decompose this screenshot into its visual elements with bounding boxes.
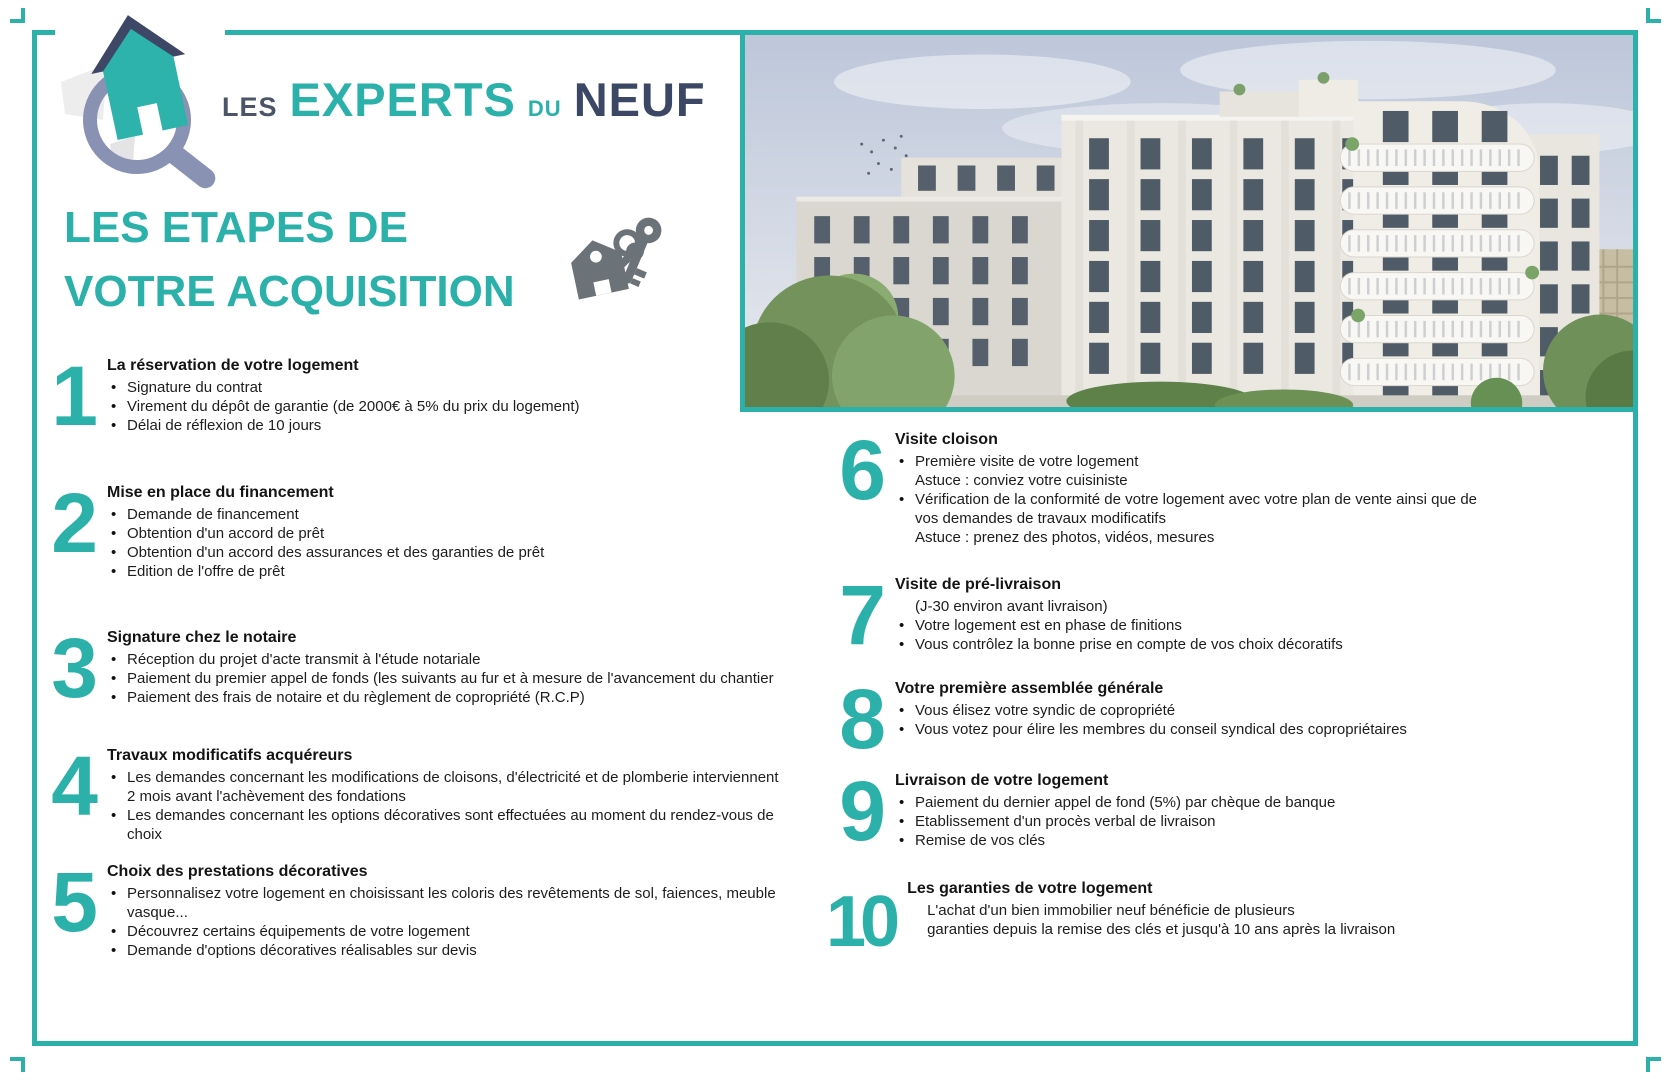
step-heading: La réservation de votre logement bbox=[107, 357, 359, 374]
step-item: • Obtention d'un accord des assurances et des garanties de prêt bbox=[107, 543, 791, 562]
step-item: • Edition de l'offre de prêt bbox=[107, 562, 791, 581]
step-5 bbox=[42, 855, 812, 960]
step-number: 9 bbox=[839, 764, 882, 858]
step-item: • Paiement du dernier appel de fond (5%) par chèque de banque bbox=[895, 793, 1501, 812]
step-9 bbox=[826, 764, 1586, 858]
step-6 bbox=[826, 423, 1586, 547]
corner-mark-top-left bbox=[10, 8, 25, 23]
step-10 bbox=[826, 879, 1586, 962]
house-magnifying-glass-icon bbox=[55, 2, 225, 192]
page-title-line1: LES ETAPES DE bbox=[64, 203, 408, 252]
step-number: 4 bbox=[51, 739, 94, 833]
step-item: • Vous votez pour élire les membres du conseil syndical des copropriétaires bbox=[895, 720, 1501, 739]
brand-word-du: DU bbox=[527, 96, 562, 121]
step-heading: Visite de pré-livraison bbox=[895, 576, 1061, 593]
page-title-line2: VOTRE ACQUISITION bbox=[64, 267, 515, 316]
step-heading: Livraison de votre logement bbox=[895, 772, 1109, 789]
step-item: • Paiement des frais de notaire et du règlement de copropriété (R.C.P) bbox=[107, 688, 791, 707]
step-number: 7 bbox=[839, 568, 882, 662]
page-title bbox=[64, 196, 515, 324]
step-number: 2 bbox=[51, 476, 94, 570]
step-item: • Virement du dépôt de garantie (de 2000€ à 5% du prix du logement) bbox=[107, 397, 791, 416]
corner-mark-bottom-right bbox=[1646, 1057, 1661, 1072]
step-item: • Votre logement est en phase de finitions bbox=[895, 616, 1501, 635]
step-1 bbox=[42, 349, 812, 443]
step-item: • Demande de financement bbox=[107, 505, 791, 524]
step-item: • Délai de réflexion de 10 jours bbox=[107, 416, 791, 435]
brand-word-experts: EXPERTS bbox=[289, 73, 516, 126]
step-heading: Votre première assemblée générale bbox=[895, 680, 1164, 697]
step-item: • Les demandes concernant les modifications de cloisons, d'électricité et de plomberie interviennent 2 mois avant l'achèvement des fondations bbox=[107, 768, 791, 806]
brand-wordmark bbox=[222, 72, 706, 127]
corner-mark-bottom-left bbox=[10, 1057, 25, 1072]
step-number: 8 bbox=[839, 672, 882, 766]
step-item: • Réception du projet d'acte transmit à l'étude notariale bbox=[107, 650, 791, 669]
step-item: • Demande d'options décoratives réalisables sur devis bbox=[107, 941, 791, 960]
step-number: 6 bbox=[839, 423, 882, 517]
keys-with-house-keychain-icon bbox=[558, 216, 676, 306]
step-number: 3 bbox=[51, 621, 94, 715]
step-4 bbox=[42, 739, 812, 844]
step-item-note: garanties depuis la remise des clés et jusqu'à 10 ans après la livraison bbox=[927, 921, 1396, 938]
step-heading: Mise en place du financement bbox=[107, 484, 334, 501]
step-item-note: Astuce : prenez des photos, vidéos, mesures bbox=[915, 529, 1215, 546]
step-3 bbox=[42, 621, 812, 715]
step-heading: Signature chez le notaire bbox=[107, 629, 297, 646]
step-number: 5 bbox=[51, 855, 94, 949]
step-item: • Vous élisez votre syndic de copropriété bbox=[895, 701, 1501, 720]
corner-mark-top-right bbox=[1646, 8, 1661, 23]
step-8 bbox=[826, 672, 1586, 766]
brand-word-les: LES bbox=[222, 92, 278, 122]
step-item: • Signature du contrat bbox=[107, 378, 791, 397]
step-item: • Vérification de la conformité de votre logement avec votre plan de vente ainsi que de vos demandes de travaux modificatifs bbox=[895, 490, 1501, 528]
step-item: • Etablissement d'un procès verbal de livraison bbox=[895, 812, 1501, 831]
step-item: • Remise de vos clés bbox=[895, 831, 1501, 850]
step-heading: Choix des prestations décoratives bbox=[107, 863, 368, 880]
step-item-note: (J-30 environ avant livraison) bbox=[915, 598, 1108, 615]
step-number: 10 bbox=[826, 882, 895, 962]
step-2 bbox=[42, 476, 812, 581]
step-item-note: L'achat d'un bien immobilier neuf bénéficie de plusieurs bbox=[927, 902, 1295, 919]
apartment-building-photo bbox=[740, 30, 1638, 412]
step-item: • Les demandes concernant les options décoratives sont effectuées au moment du rendez-vous de choix bbox=[107, 806, 791, 844]
step-item-note: Astuce : conviez votre cuisiniste bbox=[915, 472, 1128, 489]
step-item: • Vous contrôlez la bonne prise en compte de vos choix décoratifs bbox=[895, 635, 1501, 654]
step-item: • Obtention d'un accord de prêt bbox=[107, 524, 791, 543]
step-item: • Découvrez certains équipements de votre logement bbox=[107, 922, 791, 941]
brand-word-neuf: NEUF bbox=[573, 73, 706, 126]
step-item: • Paiement du premier appel de fonds (les suivants au fur et à mesure de l'avancement du chantier bbox=[107, 669, 791, 688]
step-7 bbox=[826, 568, 1586, 662]
step-heading: Travaux modificatifs acquéreurs bbox=[107, 747, 353, 764]
step-heading: Visite cloison bbox=[895, 431, 998, 448]
step-heading: Les garanties de votre logement bbox=[907, 880, 1153, 897]
step-number: 1 bbox=[51, 349, 94, 443]
step-item: • Première visite de votre logement bbox=[895, 452, 1501, 471]
step-item: • Personnalisez votre logement en choisissant les coloris des revêtements de sol, faiences, meuble vasque... bbox=[107, 884, 791, 922]
